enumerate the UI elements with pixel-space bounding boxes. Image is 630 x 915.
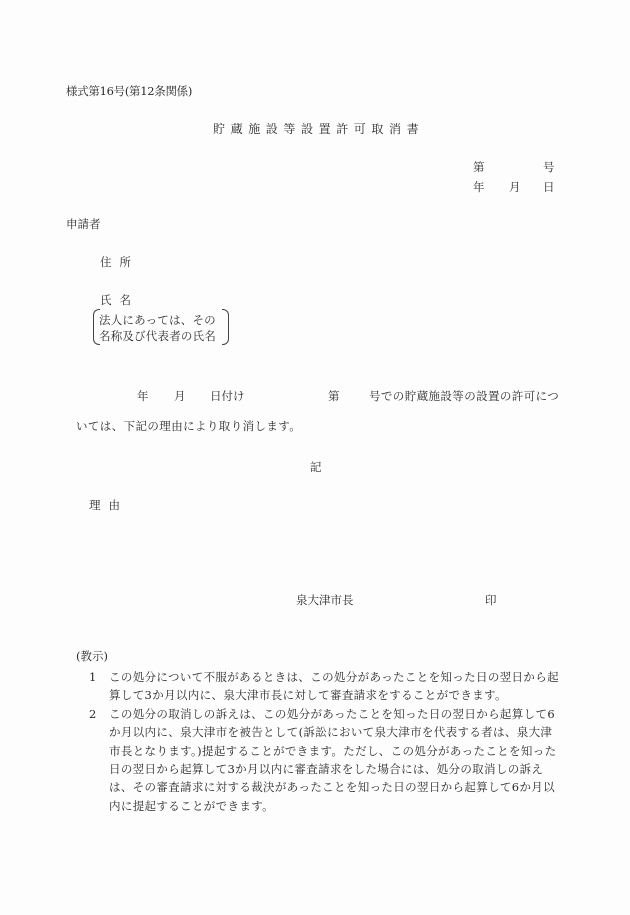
date-month-label: 月 — [509, 180, 521, 194]
corporate-note-line1: 法人にあっては、その — [99, 313, 216, 327]
corporate-note-line2: 名称及び代表者の氏名 — [99, 329, 216, 343]
reference-number-suffix: 号 — [543, 160, 555, 174]
record-heading: 記 — [310, 460, 322, 474]
notice-heading: (教示) — [76, 649, 108, 663]
notice-list — [89, 668, 561, 815]
reference-number-prefix: 第 — [473, 160, 485, 174]
issuer-name: 泉大津市長 — [296, 593, 354, 607]
reason-label: 理由 — [89, 498, 128, 512]
address-label: 住所 — [100, 255, 139, 269]
date-year-label: 年 — [473, 180, 485, 194]
body-year-label: 年 — [137, 389, 149, 403]
body-number-prefix: 第 — [328, 389, 340, 403]
seal-mark: 印 — [485, 593, 497, 607]
name-label: 氏名 — [100, 293, 139, 307]
corporate-note — [93, 307, 229, 345]
body-dated-label: 日付け — [210, 389, 245, 403]
right-bracket-icon — [222, 309, 229, 345]
body-line1-text: 号での貯蔵施設等の設置の許可につ — [369, 389, 560, 403]
notice-item-text: この処分について不服があるときは、この処分があったことを知った日の翌日から起算して3か月以内に、泉大津市長に対して審査請求をすることができます。 — [109, 670, 559, 703]
body-line2-text: いては、下記の理由により取り消します。 — [76, 419, 302, 433]
form-number: 様式第16号(第12条関係) — [66, 84, 193, 98]
date-day-label: 日 — [543, 180, 555, 194]
notice-item-number: 2 — [89, 706, 97, 721]
body-month-label: 月 — [174, 389, 186, 403]
notice-item-text: この処分の取消しの訴えは、この処分があったことを知った日の翌日から起算して6か月以内に、泉大津市を被告として(訴訟において泉大津市を代表する者は、泉大津市長となります。)提起することができます。ただし、この処分があったことを知った日の翌日から起算して3か月以内に審査請求をした場合には、処分の取消しの訴えは、その審査請求に対する裁決があったことを知った日の翌日から起算して6か月以内に提起することができます。 — [109, 706, 557, 813]
applicant-heading: 申請者 — [66, 217, 101, 231]
notice-item — [89, 705, 561, 815]
notice-item — [89, 668, 561, 705]
notice-item-number: 1 — [89, 670, 97, 684]
document-title: 貯蔵施設等設置許可取消書 — [213, 122, 425, 136]
